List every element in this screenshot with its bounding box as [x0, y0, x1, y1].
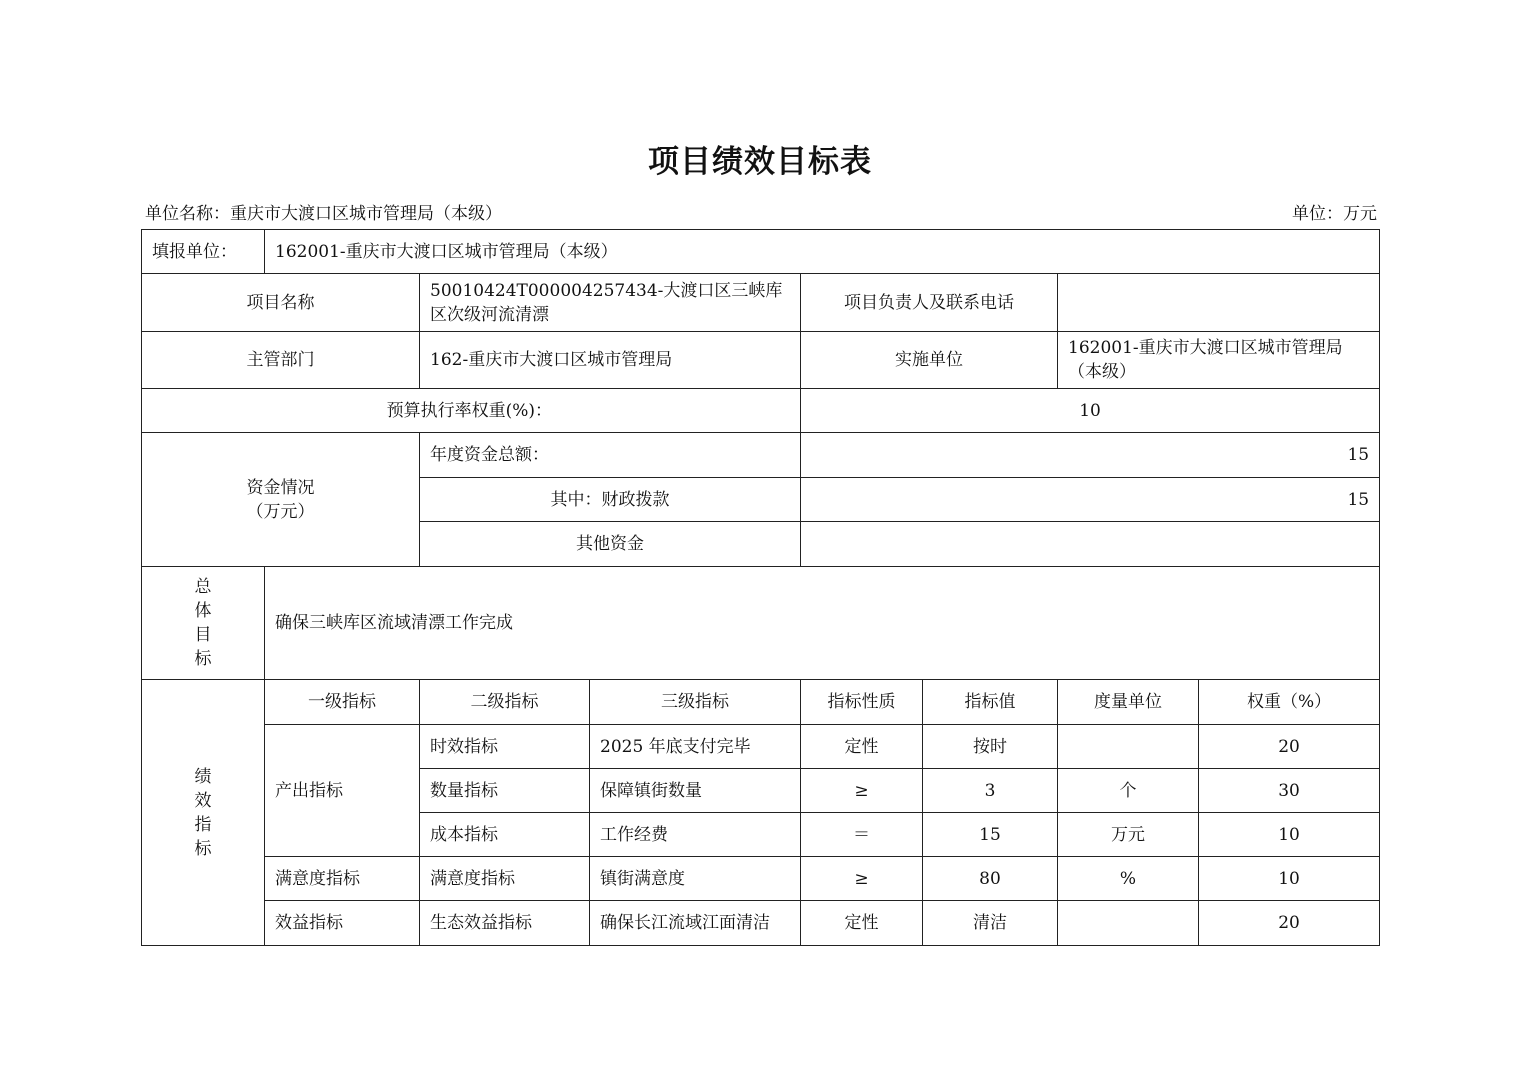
header-nature: 指标性质 [801, 680, 923, 725]
header-unit: 度量单位 [1058, 680, 1199, 725]
unit-name: 单位名称：重庆市大渡口区城市管理局（本级） [145, 204, 502, 224]
overall-goal-row [142, 567, 1380, 680]
funds-label [142, 433, 420, 567]
level2-cell: 生态效益指标 [420, 901, 590, 946]
value-cell: 15 [923, 813, 1058, 857]
funds-fiscal-value: 15 [801, 478, 1380, 522]
weight-cell: 10 [1199, 857, 1380, 901]
goal-char: 总 [194, 577, 212, 597]
goal-char: 标 [194, 649, 212, 669]
value-cell: 3 [923, 769, 1058, 813]
funds-label-line2: （万元） [246, 501, 315, 522]
level1-cell: 产出指标 [265, 725, 420, 857]
level1-cell: 满意度指标 [265, 857, 420, 901]
value-cell: 按时 [923, 725, 1058, 769]
funds-other-value [801, 522, 1380, 567]
overall-goal-label [142, 567, 265, 680]
budget-rate-label: 预算执行率权重(%)： [142, 389, 801, 433]
filing-unit-row [142, 230, 1380, 274]
department-row [142, 332, 1380, 389]
weight-cell: 30 [1199, 769, 1380, 813]
filing-unit-value: 162001-重庆市大渡口区城市管理局（本级） [265, 230, 1380, 274]
indicator-char: 指 [194, 814, 212, 835]
unit-cell [1058, 725, 1199, 769]
project-name-value: 50010424T000004257434-大渡口区三峡库区次级河流清漂 [420, 274, 801, 332]
impl-unit-value: 162001-重庆市大渡口区城市管理局（本级） [1058, 332, 1380, 389]
project-name-row [142, 274, 1380, 332]
level1-cell: 效益指标 [265, 901, 420, 946]
level2-cell: 时效指标 [420, 725, 590, 769]
project-contact-value [1058, 274, 1380, 332]
level3-cell: 确保长江流域江面清洁 [590, 901, 801, 946]
weight-cell: 10 [1199, 813, 1380, 857]
unit-cell: 万元 [1058, 813, 1199, 857]
indicators-label [142, 680, 265, 946]
level3-cell: 工作经费 [590, 813, 801, 857]
funds-fiscal-label: 其中：财政拨款 [420, 478, 801, 522]
value-cell: 80 [923, 857, 1058, 901]
value-cell: 清洁 [923, 901, 1058, 946]
funds-total-label: 年度资金总额： [420, 433, 801, 478]
indicator-header-row [142, 680, 1380, 725]
nature-cell: ≥ [801, 769, 923, 813]
unit-cell [1058, 901, 1199, 946]
level2-cell: 成本指标 [420, 813, 590, 857]
indicator-char: 标 [194, 838, 212, 859]
indicator-char: 效 [194, 790, 212, 811]
overall-goal-value: 确保三峡库区流域清漂工作完成 [265, 567, 1380, 680]
header-level2: 二级指标 [420, 680, 590, 725]
budget-row [142, 389, 1380, 433]
funds-total-value: 15 [801, 433, 1380, 478]
unit-cell: % [1058, 857, 1199, 901]
project-name-label: 项目名称 [142, 274, 420, 332]
table-row [142, 857, 1380, 901]
unit-label: 单位：万元 [1292, 204, 1377, 224]
level3-cell: 镇街满意度 [590, 857, 801, 901]
header-level3: 三级指标 [590, 680, 801, 725]
performance-target-table [141, 229, 1380, 946]
nature-cell: 定性 [801, 901, 923, 946]
table-row [142, 901, 1380, 946]
level2-cell: 满意度指标 [420, 857, 590, 901]
indicator-char: 绩 [194, 766, 212, 787]
funds-other-label: 其他资金 [420, 522, 801, 567]
weight-cell: 20 [1199, 725, 1380, 769]
department-label: 主管部门 [142, 332, 420, 389]
nature-cell: ≥ [801, 857, 923, 901]
department-value: 162-重庆市大渡口区城市管理局 [420, 332, 801, 389]
goal-char: 目 [194, 625, 212, 645]
funds-total-row [142, 433, 1380, 478]
table-row [142, 725, 1380, 769]
header-level1: 一级指标 [265, 680, 420, 725]
page-title: 项目绩效目标表 [648, 144, 872, 180]
funds-label-line1: 资金情况 [246, 477, 315, 498]
nature-cell: 定性 [801, 725, 923, 769]
impl-unit-label: 实施单位 [801, 332, 1058, 389]
level3-cell: 2025 年底支付完毕 [590, 725, 801, 769]
header-value: 指标值 [923, 680, 1058, 725]
header-weight: 权重（%） [1199, 680, 1380, 725]
project-contact-label: 项目负责人及联系电话 [801, 274, 1058, 332]
goal-char: 体 [194, 601, 212, 621]
unit-cell: 个 [1058, 769, 1199, 813]
nature-cell: ＝ [801, 813, 923, 857]
weight-cell: 20 [1199, 901, 1380, 946]
budget-rate-value: 10 [801, 389, 1380, 433]
level3-cell: 保障镇街数量 [590, 769, 801, 813]
filing-unit-label: 填报单位： [142, 230, 265, 274]
level2-cell: 数量指标 [420, 769, 590, 813]
